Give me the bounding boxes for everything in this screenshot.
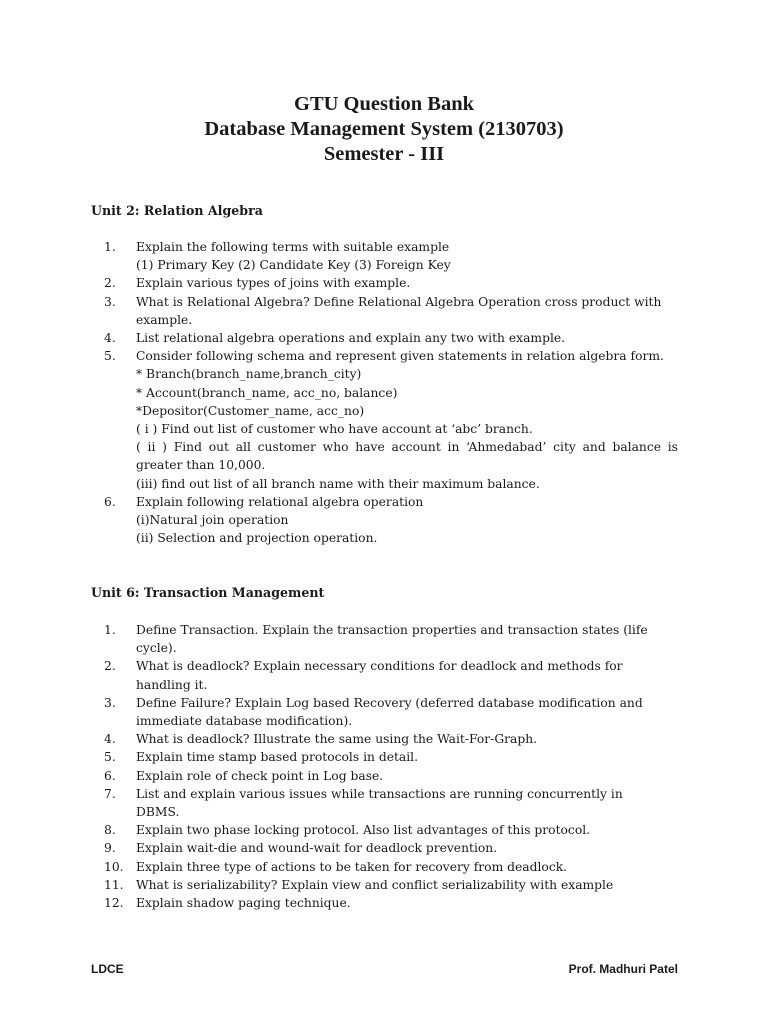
list-item (104, 621, 678, 657)
header-subject: Database Management System (2130703) (204, 118, 564, 140)
list-item (104, 894, 678, 912)
question-text: What is Relational Algebra? Define Relational Algebra Operation cross product with (136, 294, 662, 309)
question-text: Explain time stamp based protocols in detail. (136, 750, 419, 765)
question-text: (iii) find out list of all branch name with their maximum balance. (136, 476, 540, 491)
list-item (104, 657, 678, 693)
question-text: What is deadlock? Explain necessary conditions for deadlock and methods for (136, 659, 623, 674)
list-item (104, 274, 678, 292)
list-item (104, 238, 678, 274)
header-semester: Semester - III (323, 143, 445, 165)
list-item (104, 347, 678, 493)
question-text: handling it. (136, 677, 208, 692)
question-text: DBMS. (136, 805, 180, 820)
question-text: immediate database modification). (136, 714, 353, 729)
question-text: List relational algebra operations and explain any two with example. (136, 331, 566, 346)
question-text: Explain two phase locking protocol. Also list advantages of this protocol. (136, 823, 591, 838)
unit6-title: Unit 6: Transaction Management (91, 585, 325, 600)
unit2-title: Unit 2: Relation Algebra (91, 203, 263, 218)
question-text: * Account(branch_name, acc_no, balance) (136, 385, 398, 400)
list-item (104, 493, 678, 548)
question-text: Explain wait-die and wound-wait for deadlock prevention. (136, 841, 498, 856)
question-text: Explain three type of actions to be taken for recovery from deadlock. (136, 859, 568, 874)
question-number: 4. (104, 732, 116, 747)
question-number: 2. (104, 276, 116, 291)
question-text: ( ii ) Find out all customer who have account in ‘Ahmedabad’ city and balance is (136, 440, 678, 455)
question-text: *Depositor(Customer_name, acc_no) (136, 403, 365, 418)
question-number: 6. (104, 768, 116, 783)
list-item (104, 748, 678, 766)
question-text: ( i ) Find out list of customer who have account at ‘abc’ branch. (136, 422, 533, 437)
question-text: Define Failure? Explain Log based Recovery (deferred database modification and (136, 695, 643, 710)
unit2-question-list (104, 238, 678, 547)
question-text: List and explain various issues while transactions are running concurrently in (136, 786, 623, 801)
question-number: 8. (104, 823, 116, 838)
question-number: 9. (104, 841, 116, 856)
question-text: (1) Primary Key (2) Candidate Key (3) Foreign Key (136, 258, 451, 273)
question-number: 7. (104, 786, 116, 801)
question-number: 3. (104, 294, 116, 309)
list-item (104, 821, 678, 839)
question-text: Explain role of check point in Log base. (136, 768, 384, 783)
question-text: Define Transaction. Explain the transaction properties and transaction states (life (136, 623, 648, 637)
question-number: 11. (104, 877, 124, 892)
list-item (104, 767, 678, 785)
unit6-question-list (104, 621, 678, 912)
question-text: example. (136, 312, 193, 327)
list-item (104, 293, 678, 329)
list-item (104, 839, 678, 857)
question-text: cycle). (136, 641, 177, 656)
list-item (104, 329, 678, 347)
question-text: * Branch(branch_name,branch_city) (136, 367, 362, 382)
question-text: Explain the following terms with suitable example (136, 240, 450, 254)
question-number: 12. (104, 896, 124, 911)
question-number: 5. (104, 750, 116, 765)
question-text: What is serializability? Explain view and conflict serializability with example (136, 877, 614, 892)
question-text: Explain various types of joins with example. (136, 276, 411, 291)
question-text: (ii) Selection and projection operation. (136, 531, 378, 546)
question-number: 3. (104, 695, 116, 710)
question-number: 6. (104, 494, 116, 509)
footer-author: Prof. Madhuri Patel (568, 962, 678, 976)
question-number: 10. (104, 859, 124, 874)
list-item (104, 876, 678, 894)
question-number: 1. (104, 623, 116, 637)
question-text: Explain shadow paging technique. (136, 896, 351, 911)
question-number: 2. (104, 659, 116, 674)
list-item (104, 730, 678, 748)
question-number: 1. (104, 240, 116, 254)
list-item (104, 858, 678, 876)
list-item (104, 694, 678, 730)
header-title: GTU Question Bank (294, 93, 474, 115)
question-text: (i)Natural join operation (136, 513, 289, 528)
question-text: Consider following schema and represent given statements in relation algebra form. (136, 349, 664, 364)
question-text: greater than 10,000. (136, 458, 266, 473)
question-text: Explain following relational algebra operation (136, 494, 424, 509)
document-header (0, 92, 768, 167)
footer-institution: LDCE (91, 962, 124, 976)
question-number: 4. (104, 331, 116, 346)
list-item (104, 785, 678, 821)
question-text: What is deadlock? Illustrate the same using the Wait-For-Graph. (136, 732, 538, 747)
question-number: 5. (104, 349, 116, 364)
